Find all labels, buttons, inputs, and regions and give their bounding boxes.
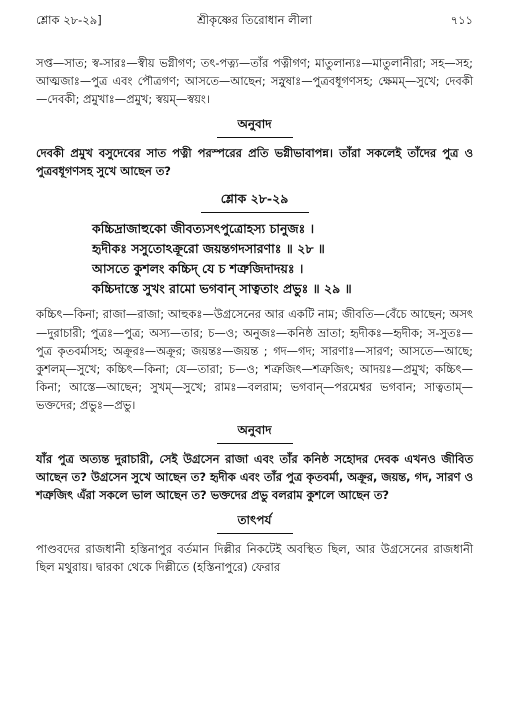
verse-range: শ্লোক ২৮-২৯] — [36, 13, 102, 27]
verse-line: আসতে কুশলং কচ্চিদ্ যে চ শত্রুজিদাদয়ঃ । — [92, 261, 304, 277]
translation-heading-1: অনুবাদ — [217, 116, 293, 138]
translation-paragraph-1: দেবকী প্রমুখ বসুদেবের সাত পত্নী পরস্পরের প্রতি ভগ্নীভাবাপন্ন। তাঁরা সকলেই তাঁদের পুত্র ও পুত্রবধূগণসহ সুখে আছেন ত? — [36, 146, 473, 179]
chapter-title: শ্রীকৃষ্ণের তিরোধান লীলা — [197, 13, 312, 27]
purport-heading: তাৎপর্য — [217, 512, 293, 534]
page-body — [36, 54, 473, 577]
sanskrit-verse — [36, 219, 473, 299]
verse-heading: শ্লোক ২৮-২৯ — [201, 191, 309, 213]
verse-line: কচ্চিদাস্তে সুখং রামো ভগবান্ সাত্বতাং প্রভুঃ ॥ ২৯ ॥ — [92, 281, 352, 297]
translation-heading-2: অনুবাদ — [217, 422, 293, 444]
translation-paragraph-2: যাঁর পুত্র অত্যন্ত দুরাচারী, সেই উগ্রসেন রাজা এবং তাঁর কনিষ্ঠ সহোদর দেবক এখনও জীবিত আছেন ত? উগ্রসেন সুখে আছেন ত? হৃদীক এবং তাঁর পুত্র কৃতবর্মা, অক্রূর, জয়ন্ত, গদ, সারণ ও শত্রুজিৎ এঁরা সকলে ভাল আছেন ত? ভক্তদের প্রভু বলরাম কুশলে আছেন ত? — [36, 452, 473, 503]
verse-line: কচ্চিদ্রাজাহুকো জীবত্যসৎপুত্রোহস্য চানুজঃ । — [92, 221, 315, 237]
synonyms-paragraph-2: কচ্চিৎ—কিনা; রাজা—রাজা; আহুকঃ—উগ্রসেনের আর একটি নাম; জীবতি—বেঁচে আছেন; অসৎ—দুরাচারী; পুত্রঃ—পুত্র; অস্য—তার; চ—ও; অনুজঃ—কনিষ্ঠ ভ্রাতা; হৃদীকঃ—হৃদীক; স-সুতঃ—পুত্র কৃতবর্মাসহ; অক্রূরঃ—অক্রূর; জয়ন্তঃ—জয়ন্ত ; গদ—গদ; সারণাঃ—সারণ; আসতে—আছে; কুশলম্—সুখে; কচ্চিৎ—কিনা; যে—তারা; চ—ও; শত্রুজিৎ—শত্রুজিৎ; আদয়ঃ—প্রমুখ; কচ্চিৎ—কিনা; আস্তে—আছেন; সুখম্—সুখে; রামঃ—বলরাম; ভগবান্—পরমেশ্বর ভগবান; সাত্বতাম্—ভক্তদের; প্রভুঃ—প্রভু। — [36, 307, 473, 412]
purport-paragraph: পাণ্ডবদের রাজধানী হস্তিনাপুর বর্তমান দিল্লীর নিকটেই অবস্থিত ছিল, আর উগ্রসেনের রাজধানী ছিল মথুরায়। দ্বারকা থেকে দিল্লীতে (হস্তিনাপুরে) ফেরার — [36, 542, 473, 575]
verse-line: হৃদীকঃ সসুতোঽক্রূরো জয়ন্তগদসারণাঃ ॥ ২৮ ॥ — [92, 241, 325, 257]
page-number: ৭১১ — [450, 13, 473, 27]
page-header — [36, 12, 473, 30]
synonyms-paragraph-1: সপ্ত—সাত; স্ব-সারঃ—স্বীয় ভগ্নীগণ; তৎ-পত্ন্য—তাঁর পত্নীগণ; মাতুলান্যঃ—মাতুলানীরা; সহ—সহ; আত্মজাঃ—পুত্র এবং পৌত্রগণ; আসতে—আছেন; সস্নুষাঃ—পুত্রবধূগণসহ; ক্ষেমম্—সুখে; দেবকী—দেবকী; প্রমুখাঃ—প্রমুখ; স্বয়ম্—স্বয়ং। — [36, 56, 473, 107]
